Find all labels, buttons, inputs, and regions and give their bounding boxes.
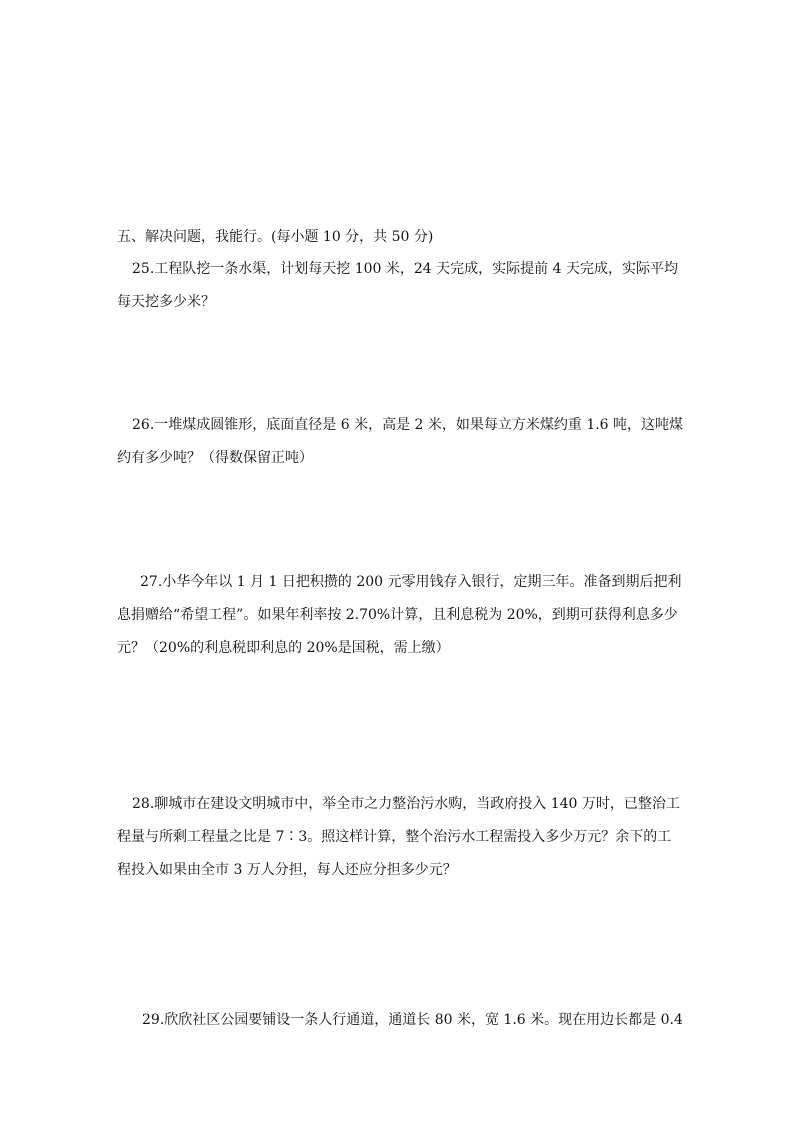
problem-26-line-1: 26.一堆煤成圆锥形，底面直径是 6 米，高是 2 米，如果每立方米煤约重 1.6 吨，这吨煤 [132,417,684,433]
problem-25-line-1: 25.工程队挖一条水渠，计划每天挖 100 米，24 天完成，实际提前 4 天完成，实际平均 [132,261,678,277]
section-title: 五、解决问题，我能行。(每小题 10 分，共 50 分) [117,229,434,245]
problem-29-line-1: 29.欣欣社区公园要铺设一条人行通道，通道长 80 米，宽 1.6 米。现在用边长都是 0.4 [142,1012,683,1028]
problem-27-line-3: 元？（20%的利息税即利息的 20%是国税，需上缴） [117,640,450,656]
problem-28-line-3: 程投入如果由全市 3 万人分担，每人还应分担多少元？ [117,862,457,878]
problem-26-line-2: 约有多少吨？（得数保留正吨） [117,450,313,466]
problem-29 [117,1004,683,1037]
problem-25-line-2: 每天挖多少米？ [117,294,215,310]
problem-27 [117,566,682,665]
problem-27-line-1: 27.小华今年以 1 月 1 日把积攒的 200 元零用钱存入银行，定期三年。准备到期后把利 [140,574,682,590]
problem-25 [117,253,677,319]
problem-28-line-2: 程量与所剩工程量之比是 7∶3。照这样计算，整个治污水工程需投入多少万元？余下的工 [117,829,672,845]
problem-28 [117,788,680,887]
problem-26 [117,409,684,475]
problem-28-line-1: 28.聊城市在建设文明城市中，举全市之力整治污水购，当政府投入 140 万时，已整治工 [132,796,680,812]
problem-27-line-2: 息捐赠给“希望工程”。如果年利率按 2.70%计算，且利息税为 20%，到期可获得利息多少 [117,607,678,623]
